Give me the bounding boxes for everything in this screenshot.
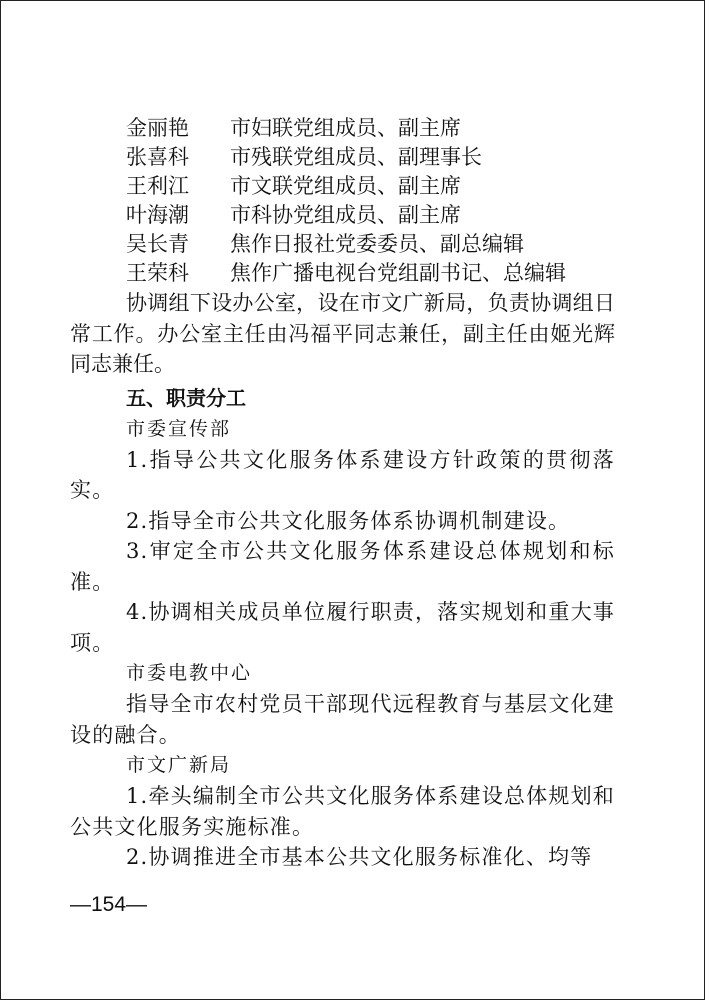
member-name: 金丽艳 [126, 116, 189, 140]
member-role: 市科协党组成员、副主席 [230, 203, 461, 227]
duty-item: 2.指导全市公共文化服务体系协调机制建设。 [126, 508, 571, 533]
department-name: 市文广新局 [126, 754, 232, 776]
member-name: 吴长青 [126, 232, 189, 256]
duty-item: 2.协调推进全市基本公共文化服务标准化、均等 [126, 845, 593, 869]
member-row [70, 201, 615, 230]
member-row [70, 230, 615, 259]
department-name: 市委电教中心 [126, 662, 253, 684]
member-row [70, 172, 615, 201]
member-name: 叶海潮 [126, 203, 189, 227]
member-role: 市妇联党组成员、副主席 [230, 116, 461, 140]
member-name: 王荣科 [126, 261, 189, 285]
member-role: 市残联党组成员、副理事长 [230, 145, 482, 169]
department-name: 市委宣传部 [126, 417, 232, 440]
member-row [70, 259, 615, 288]
member-row [70, 114, 615, 143]
member-name: 张喜科 [126, 145, 189, 169]
page-number: —154— [70, 893, 148, 916]
member-role: 焦作日报社党委委员、副总编辑 [230, 232, 524, 256]
member-row [70, 143, 615, 172]
duty-item: 3.审定全市公共文化服务体系建设总体规划和标准。 [70, 539, 615, 594]
office-paragraph: 协调组下设办公室，设在市文广新局，负责协调组日常工作。办公室主任由冯福平同志兼任，副主任由姬光辉同志兼任。 [70, 291, 615, 376]
document-body [70, 114, 615, 873]
duty-item: 1.指导公共文化服务体系建设方针政策的贯彻落实。 [70, 447, 615, 502]
duty-item: 指导全市农村党员干部现代远程教育与基层文化建设的融合。 [70, 692, 615, 747]
duty-item: 4.协调相关成员单位履行职责，落实规划和重大事项。 [70, 600, 615, 655]
member-name: 王利江 [126, 174, 189, 198]
duty-item: 1.牵头编制全市公共文化服务体系建设总体规划和公共文化服务实施标准。 [70, 784, 615, 839]
section-heading: 五、职责分工 [126, 385, 246, 410]
member-role: 焦作广播电视台党组副书记、总编辑 [230, 261, 566, 285]
member-role: 市文联党组成员、副主席 [230, 174, 461, 198]
